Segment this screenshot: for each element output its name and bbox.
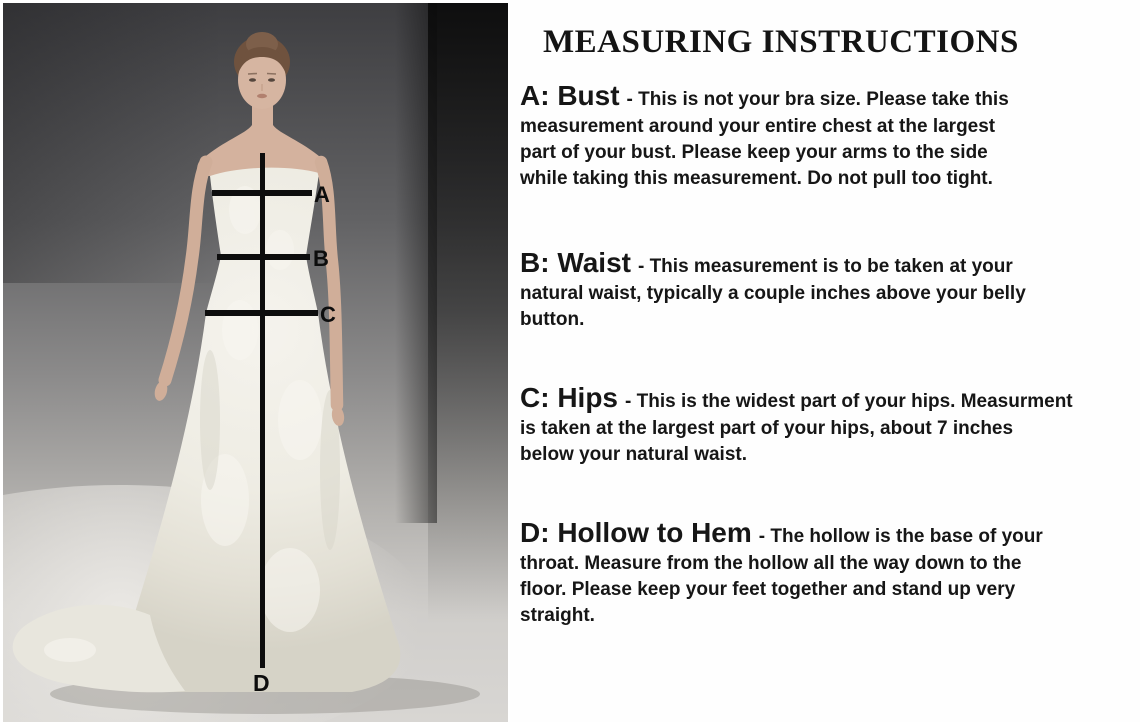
section-hips xyxy=(520,382,1138,468)
section-hips-first-line xyxy=(520,382,1138,416)
lips xyxy=(257,94,267,98)
hips-line xyxy=(205,310,318,316)
section-hollow-to-hem-first-line xyxy=(520,517,1138,551)
section-waist-first-line xyxy=(520,247,1138,281)
section-hollow-to-hem-heading: D: Hollow to Hem xyxy=(520,517,752,548)
hollow-to-hem-line xyxy=(260,153,265,668)
label-a: A xyxy=(314,182,330,207)
section-hollow-to-hem-line: throat. Measure from the hollow all the way down to the xyxy=(520,553,1022,574)
right-eye xyxy=(268,78,275,82)
section-waist-heading: B: Waist xyxy=(520,247,631,278)
section-hollow-to-hem-line: floor. Please keep your feet together and stand up very xyxy=(520,579,1016,600)
section-hips-heading: C: Hips xyxy=(520,382,618,413)
section-hips-line: below your natural waist. xyxy=(520,444,747,465)
section-waist-intro: - This measurement is to be taken at your xyxy=(637,256,1013,277)
section-bust xyxy=(520,80,1138,192)
section-bust-intro: - This is not your bra size. Please take this xyxy=(626,89,1009,110)
bust-line xyxy=(212,190,312,196)
section-bust-line: while taking this measurement. Do not pull too tight. xyxy=(520,168,993,189)
section-waist-line: button. xyxy=(520,309,585,330)
page-title: MEASURING INSTRUCTIONS xyxy=(543,24,1019,60)
model-photo-panel xyxy=(0,0,510,722)
section-hollow-to-hem-intro: - The hollow is the base of your xyxy=(758,526,1043,547)
section-bust-line: measurement around your entire chest at the largest xyxy=(520,116,996,137)
section-waist xyxy=(520,247,1138,333)
section-hollow-to-hem-line: straight. xyxy=(520,605,595,626)
instructions-panel xyxy=(510,0,1140,722)
section-bust-heading: A: Bust xyxy=(520,80,620,111)
section-hips-intro: - This is the widest part of your hips. Measurment xyxy=(625,391,1073,412)
label-c: C xyxy=(320,302,336,327)
section-bust-line: part of your bust. Please keep your arms to the side xyxy=(520,142,988,163)
waist-line xyxy=(217,254,310,260)
section-waist-line: natural waist, typically a couple inches above your belly xyxy=(520,283,1026,304)
section-bust-first-line xyxy=(520,80,1138,114)
label-d: D xyxy=(253,670,270,696)
section-hips-line: is taken at the largest part of your hips, about 7 inches xyxy=(520,418,1014,439)
left-eye xyxy=(249,78,256,82)
section-hollow-to-hem xyxy=(520,517,1138,629)
background-shadow-right xyxy=(428,3,508,623)
label-b: B xyxy=(313,246,329,271)
model-measurement-diagram xyxy=(3,3,508,722)
